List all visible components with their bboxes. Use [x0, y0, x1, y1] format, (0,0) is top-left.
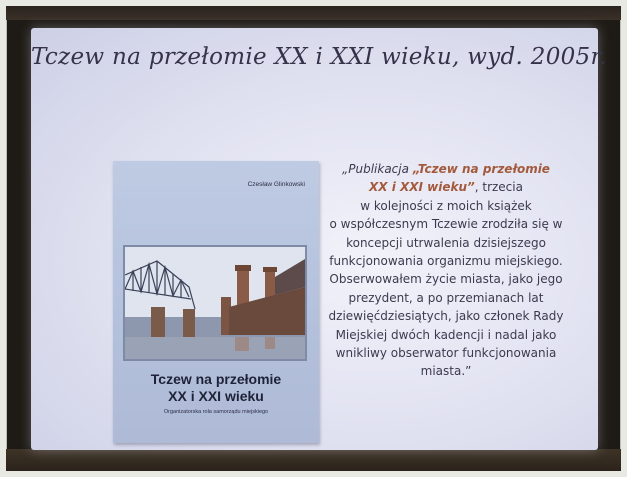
quote-line: funkcjonowania organizmu miejskiego.	[329, 254, 563, 269]
quote-line: miasta.”	[420, 364, 472, 379]
book-title-line2: XX i XXI wieku	[168, 388, 264, 404]
quote-line: prezydent, a po przemianach lat	[348, 290, 544, 305]
bridge-illustration	[125, 247, 305, 359]
quote-line: wnikliwy obserwator funkcjonowania	[335, 346, 557, 361]
book-title-line1: Tczew na przełomie	[150, 371, 282, 387]
book-author: Czesław Glinkowski	[247, 181, 305, 188]
quote-line: dziewięćdziesiątych, jako członek Rady	[328, 309, 564, 324]
projected-slide	[31, 28, 607, 450]
wall-top	[6, 6, 621, 20]
wall-bottom	[6, 449, 621, 471]
quote-line: o współczesnym Tczewie zrodziła się w	[329, 217, 563, 232]
quote-line: Obserwowałem życie miasta, jako jego	[329, 272, 563, 287]
book-title	[113, 371, 319, 405]
bridge-photo-icon	[123, 245, 307, 361]
quote-line: XX i XXI wieku”, trzecia	[369, 180, 523, 195]
book-subtitle: Organizatorska rola samorządu miejskiego	[163, 409, 269, 415]
quote-line: koncepcji utrwalenia dzisiejszego	[346, 235, 546, 250]
quote-text	[321, 160, 571, 381]
book-cover	[113, 161, 319, 443]
quote-line: Miejskiej dwóch kadencji i nadal jako	[335, 327, 557, 342]
quote-line: w kolejności z moich książek	[360, 198, 532, 213]
slide-title: Tczew na przełomie XX i XXI wieku, wyd. 2005r.	[31, 44, 607, 70]
quote-line: „Publikacja „Tczew na przełomie	[342, 162, 550, 176]
